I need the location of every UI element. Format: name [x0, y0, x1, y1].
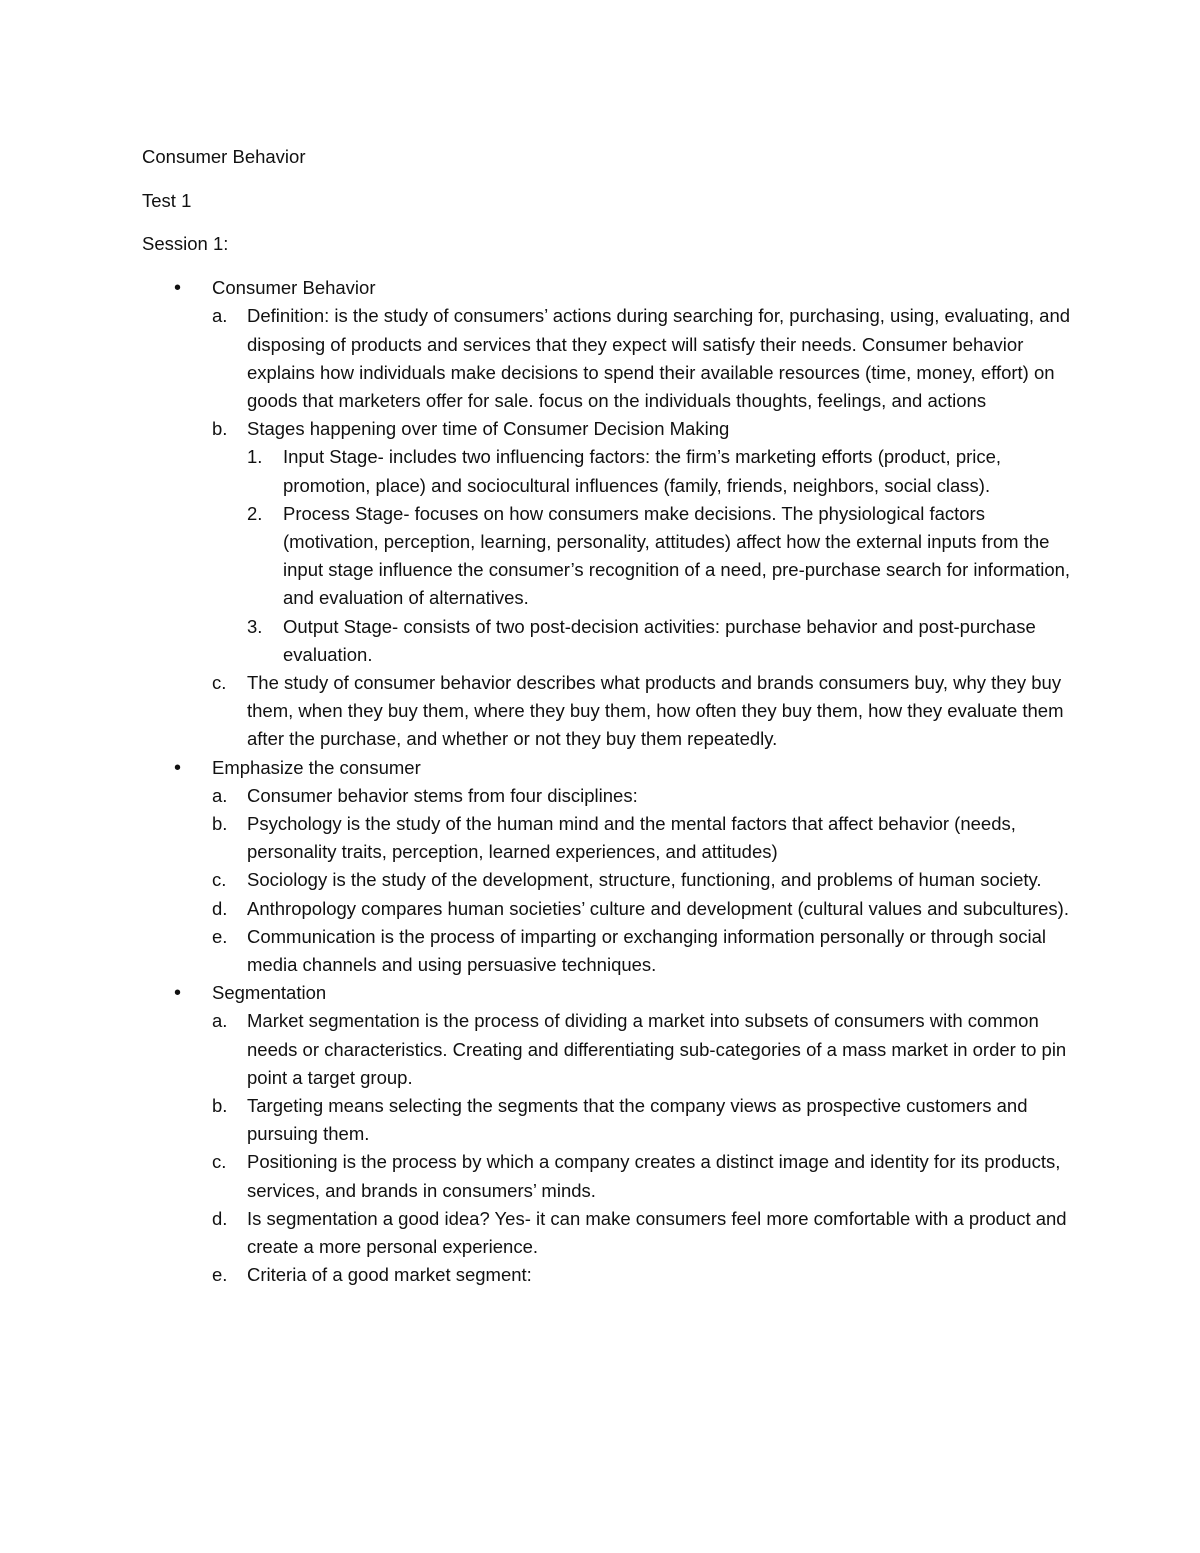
bullet-item: [142, 979, 1072, 1289]
bullet-list: [142, 274, 1072, 1289]
list-item: [212, 1092, 1072, 1148]
sub-list: [212, 302, 1072, 753]
list-item-text: Communication is the process of imparting or exchanging information personally or through social media channels and using persuasive techniques.: [247, 925, 1046, 975]
sub-list: [212, 1007, 1072, 1289]
list-marker: 2.: [247, 502, 263, 524]
sub-list: [212, 782, 1072, 979]
list-marker: c.: [212, 869, 227, 891]
bullet-icon: •: [174, 756, 182, 779]
list-item: [212, 1148, 1072, 1204]
list-marker: b.: [212, 418, 228, 440]
list-marker: e.: [212, 925, 228, 947]
list-item-text: Consumer behavior stems from four disciplines:: [247, 784, 638, 806]
bullet-icon: •: [174, 982, 182, 1005]
list-marker: c.: [212, 1151, 227, 1173]
list-item: [212, 1261, 1072, 1289]
list-marker: a.: [212, 784, 228, 806]
list-item-text: Stages happening over time of Consumer Decision Making: [247, 418, 730, 440]
session-label: Session 1:: [142, 233, 229, 255]
document-body: [142, 143, 1072, 1289]
list-marker: c.: [212, 671, 227, 693]
bullet-heading: Emphasize the consumer: [212, 756, 421, 778]
list-item: [212, 895, 1072, 923]
list-item: [212, 1007, 1072, 1092]
numbered-list: [247, 443, 1072, 669]
list-item: [212, 782, 1072, 810]
bullet-item: [142, 754, 1072, 980]
list-item: [212, 1205, 1072, 1261]
list-item-text: Criteria of a good market segment:: [247, 1264, 532, 1286]
bullet-item: [142, 274, 1072, 753]
document-title: Consumer Behavior: [142, 146, 306, 167]
list-marker: e.: [212, 1264, 228, 1286]
list-item: [212, 415, 1072, 669]
list-marker: d.: [212, 1207, 228, 1229]
numbered-item: [247, 443, 1072, 499]
list-item: [212, 923, 1072, 979]
numbered-item: [247, 613, 1072, 669]
list-item-text: Is segmentation a good idea? Yes- it can make consumers feel more comfortable with a product and create a more personal experience.: [247, 1207, 1067, 1258]
list-item: [212, 669, 1072, 754]
list-marker: b.: [212, 1095, 228, 1116]
list-marker: 1.: [247, 446, 263, 468]
list-item-text: Process Stage- focuses on how consumers make decisions. The physiological factors (motivation, perception, learning, personality, attitudes) affect how the external inputs from the input stage influence the consumer’s recognition of a need, pre-purchase search for information, and evaluation of alternatives.: [283, 502, 1071, 609]
list-item-text: Definition: is the study of consumers’ actions during searching for, purchasing, using, evaluating, and disposing of products and services that they expect will satisfy their needs. Consumer behavior explains how individuals make decisions to spend their available resources (time, money, effort) on goods that marketers offer for sale. focus on the individuals thoughts, feelings, and actions: [247, 305, 1071, 411]
numbered-item: [247, 500, 1072, 613]
bullet-heading: Consumer Behavior: [212, 277, 376, 299]
list-item-text: Market segmentation is the process of dividing a market into subsets of consumers with common needs or characteristics. Creating and differentiating sub-categories of a mass market in order to pin point a target group.: [247, 1010, 1067, 1088]
list-item-text: Anthropology compares human societies’ culture and development (cultural values and subcultures).: [247, 897, 1069, 919]
list-marker: a.: [212, 1010, 228, 1032]
list-item-text: Targeting means selecting the segments that the company views as prospective customers and pursuing them.: [247, 1095, 1028, 1145]
list-marker: d.: [212, 897, 228, 919]
test-label: Test 1: [142, 189, 192, 211]
bullet-icon: •: [174, 277, 182, 300]
list-item-text: Input Stage- includes two influencing factors: the firm’s marketing efforts (product, price, promotion, place) and sociocultural influences (family, friends, neighbors, social class).: [283, 446, 1002, 496]
list-marker: a.: [212, 305, 228, 327]
list-item: [212, 866, 1072, 894]
list-marker: b.: [212, 812, 228, 834]
list-item-text: Output Stage- consists of two post-decision activities: purchase behavior and post-purchase evaluation.: [283, 615, 1036, 665]
list-item-text: Sociology is the study of the development, structure, functioning, and problems of human society.: [247, 869, 1042, 891]
list-item-text: The study of consumer behavior describes what products and brands consumers buy, why they buy them, when they buy them, where they buy them, how often they buy them, how they evaluate them after the purchase, and whether or not they buy them repeatedly.: [247, 671, 1064, 750]
list-item-text: Psychology is the study of the human mind and the mental factors that affect behavior (needs, personality traits, perception, learned experiences, and attitudes): [247, 812, 1016, 863]
list-item: [212, 810, 1072, 866]
list-item-text: Positioning is the process by which a company creates a distinct image and identity for its products, services, and brands in consumers’ minds.: [247, 1151, 1061, 1201]
list-marker: 3.: [247, 615, 263, 637]
list-item: [212, 302, 1072, 415]
bullet-heading: Segmentation: [212, 982, 327, 1004]
